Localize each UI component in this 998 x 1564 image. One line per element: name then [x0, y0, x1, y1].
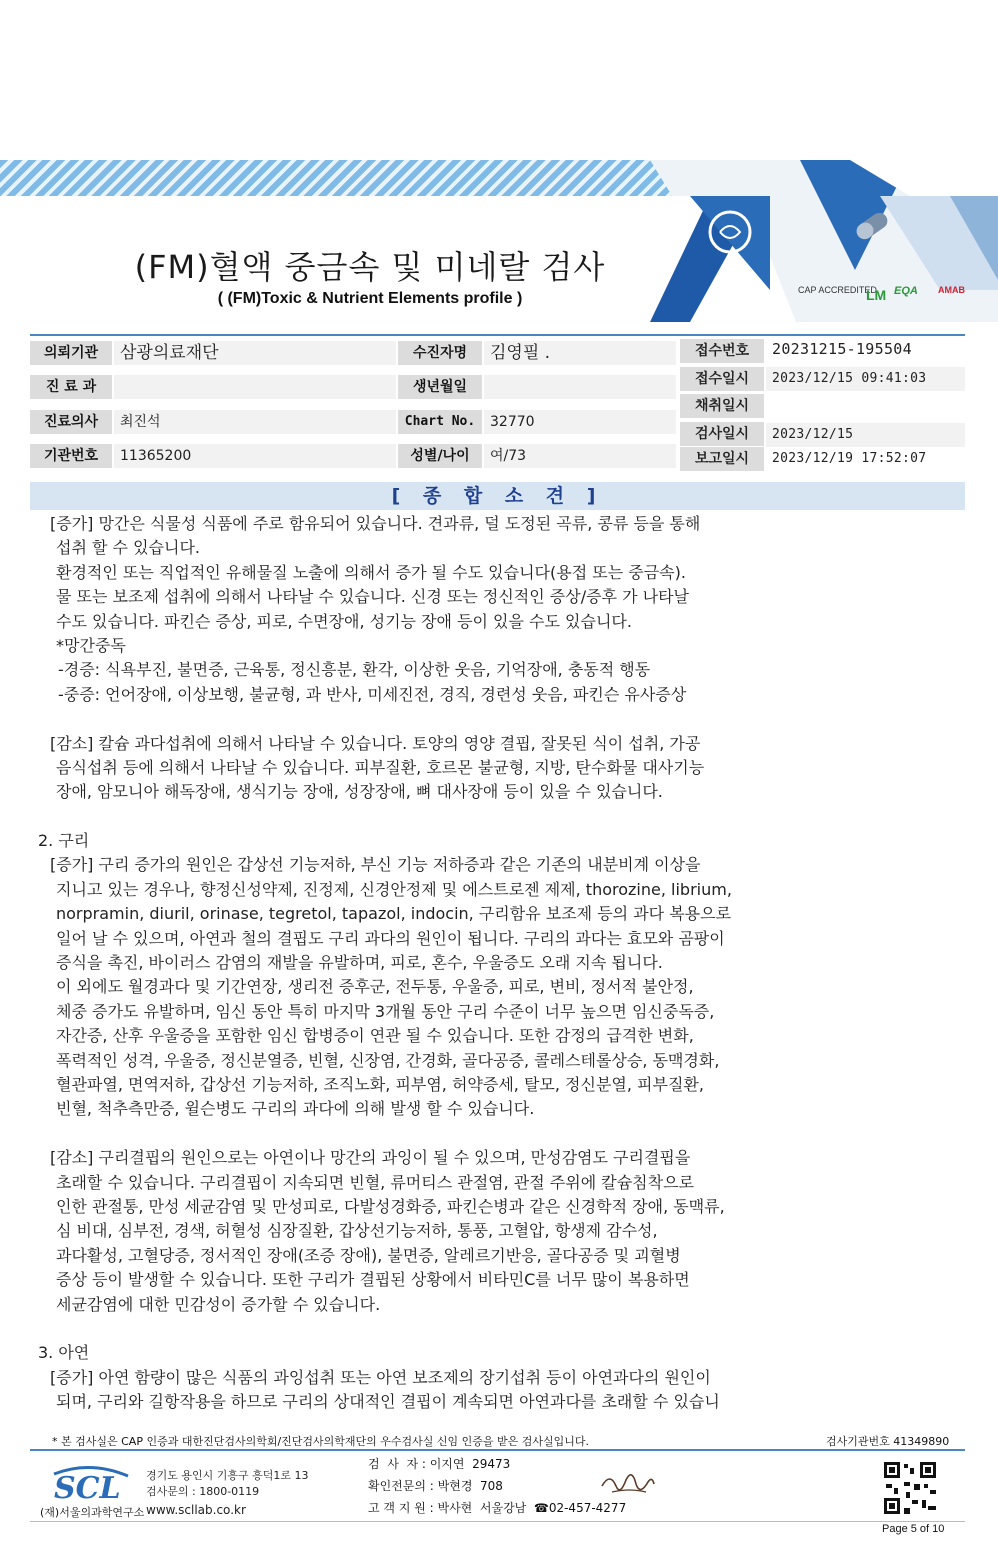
lm-logo: LM	[866, 287, 887, 303]
text-line: 일어 날 수 있으며, 아연과 철의 결핍도 구리 과다의 원인이 됩니다. 구리의 과다는 효모와 곰팡이	[56, 928, 725, 948]
text-line: [감소] 칼슘 과다섭취에 의해서 나타날 수 있습니다. 토양의 영양 결핍, 잘못된 식이 섭취, 가공	[50, 733, 701, 753]
text-line: 수도 있습니다. 파킨슨 증상, 피로, 수면장애, 성기능 장애 등이 있을 수도 있습니다.	[56, 611, 632, 631]
label-test-date: 검사일시	[680, 422, 764, 446]
header-stripe	[0, 160, 700, 196]
text-line	[38, 1317, 963, 1341]
text-line: 증식을 촉진, 바이러스 감염의 재발을 유발하며, 피로, 혼수, 우울증도 오래 지속 됩니다.	[56, 953, 663, 973]
summary-body	[38, 512, 963, 1414]
eqa-logo: EQA	[894, 285, 918, 297]
footer-divider	[30, 1449, 965, 1451]
inquiry-line: 검사문의 : 1800-0119	[146, 1485, 260, 1498]
value-collection-date	[766, 394, 965, 418]
text-line: 빈혈, 척추측만증, 윌슨병도 구리의 과다에 의해 발생 할 수 있습니다.	[56, 1099, 535, 1119]
text-line: 폭력적인 성격, 우울증, 정신분열증, 빈혈, 신장염, 간경화, 골다공증, 콜레스테롤상승, 동맥경화,	[56, 1050, 720, 1070]
qr-code	[882, 1460, 938, 1516]
text-line: 장애, 암모니아 해독장애, 생식기능 장애, 성장장애, 뼈 대사장애 등이 있을 수 있습니다.	[56, 782, 663, 802]
value-chart-no: 32770	[484, 410, 676, 434]
certification-note: * 본 검사실은 CAP 인증과 대한진단검사의학회/진단검사의학재단의 우수검사실 신임 인증을 받은 검사실입니다.	[52, 1435, 590, 1448]
staff-line: 검 사 자 : 이지연 29473	[368, 1457, 511, 1471]
value-receipt-date: 2023/12/15 09:41:03	[766, 367, 965, 391]
text-line: 심 비대, 심부전, 경색, 허혈성 심장질환, 갑상선기능저하, 통풍, 고혈압, 항생제 감수성,	[56, 1221, 658, 1241]
staff-line: 확인전문의 : 박현경 708	[368, 1479, 503, 1493]
text-line: -경증: 식욕부진, 불면증, 근육통, 정신흥분, 환각, 이상한 웃음, 기억장애, 충동적 행동	[58, 660, 651, 680]
text-line: 물 또는 보조제 섭취에 의해서 나타날 수 있습니다. 신경 또는 정신적인 증상/증후 가 나타날	[56, 587, 690, 607]
certification-logos	[798, 283, 968, 313]
text-line: *망간중독	[56, 635, 126, 655]
text-line: -중증: 언어장애, 이상보행, 불균형, 과 반사, 미세진전, 경직, 경련성 웃음, 파킨슨 유사증상	[58, 684, 687, 704]
lab-address	[146, 1468, 309, 1500]
label-receipt-no: 접수번호	[680, 339, 764, 363]
text-line	[38, 1122, 963, 1146]
text-line: 섭취 할 수 있습니다.	[56, 538, 200, 558]
label-department: 진 료 과	[30, 375, 112, 399]
text-line: 자간증, 산후 우울증을 포함한 임신 합병증이 연관 될 수 있습니다. 또한 감정의 급격한 변화,	[56, 1026, 694, 1046]
label-institution: 의뢰기관	[30, 341, 112, 365]
text-line: 증상 등이 발생할 수 있습니다. 또한 구리가 결핍된 상황에서 비타민C를 너무 많이 복용하면	[56, 1270, 690, 1290]
text-line: 체중 증가도 유발하며, 임신 동안 특히 마지막 3개월 동안 구리 수준이 너무 높으면 임신중독증,	[56, 1001, 715, 1021]
scl-logo	[50, 1460, 130, 1510]
label-institution-code: 기관번호	[30, 444, 112, 468]
value-doctor: 최진석	[114, 410, 396, 434]
text-line: 혈관파열, 면역저하, 갑상선 기능저하, 조직노화, 피부염, 허약증세, 탈모, 정신분열, 피부질환,	[56, 1074, 704, 1094]
page-subtitle: ( (FM)Toxic & Nutrient Elements profile )	[217, 290, 523, 307]
text-line: [증가] 구리 증가의 원인은 갑상선 기능저하, 부신 기능 저하증과 같은 기존의 내분비계 이상을	[50, 855, 701, 875]
text-line: 세균감염에 대한 민감성이 증가할 수 있습니다.	[56, 1294, 381, 1314]
website-link[interactable]: www.scllab.co.kr	[146, 1503, 246, 1517]
label-patient-name: 수진자명	[398, 341, 482, 365]
address-line: 경기도 용인시 기흥구 흥덕1로 13	[146, 1469, 309, 1482]
value-patient-name: 김영필 .	[484, 341, 676, 365]
summary-header: [ 종 합 소 견 ]	[30, 482, 965, 510]
value-test-date: 2023/12/15	[766, 423, 965, 447]
text-line: 지니고 있는 경우나, 향정신성약제, 진정제, 신경안정제 및 에스트로젠 제제, thorozine, librium,	[56, 879, 732, 899]
value-birthdate	[484, 375, 676, 399]
label-chart-no: Chart No.	[398, 410, 482, 434]
scl-logo-text: SCL	[54, 1471, 121, 1506]
lab-code: 검사기관번호 41349890	[826, 1435, 950, 1448]
text-line: 2. 구리	[38, 831, 90, 851]
text-line: 3. 아연	[38, 1343, 90, 1363]
page-title: (FM)혈액 중금속 및 미네랄 검사	[134, 248, 606, 286]
label-receipt-date: 접수일시	[680, 367, 764, 391]
text-line: [감소] 구리결핍의 원인으로는 아연이나 망간의 과잉이 될 수 있으며, 만성감염도 구리결핍을	[50, 1148, 691, 1168]
label-report-date: 보고일시	[680, 447, 764, 471]
text-line: norpramin, diuril, orinase, tegretol, tapazol, indocin, 구리함유 보조제 등의 과다 복용으로	[56, 904, 732, 924]
value-report-date: 2023/12/19 17:52:07	[772, 451, 927, 466]
cap-logo: CAP ACCREDITED	[798, 285, 877, 295]
text-line: 인한 관절통, 만성 세균감염 및 만성피로, 다발성경화증, 파킨슨병과 같은 신경학적 장애, 동맥류,	[56, 1196, 725, 1216]
label-collection-date: 채취일시	[680, 394, 764, 418]
value-institution-code: 11365200	[114, 444, 396, 468]
text-line: 이 외에도 월경과다 및 기간연장, 생리전 증후군, 전두통, 우울증, 피로, 변비, 정서적 불안정,	[56, 977, 694, 997]
label-birthdate: 생년월일	[398, 375, 482, 399]
amab-logo: AMAB	[938, 285, 965, 295]
staff-line: 고 객 지 원 : 박사현 서울강남 ☎02-457-4277	[368, 1501, 627, 1515]
text-line: [증가] 아연 함량이 많은 식품의 과잉섭취 또는 아연 보조제의 장기섭취 등이 아연과다의 원인이	[50, 1367, 711, 1387]
page-number: Page 5 of 10	[882, 1523, 945, 1535]
text-line: 되며, 구리와 길항작용을 하므로 구리의 상대적인 결핍이 계속되면 아연과다를 초래할 수 있습니	[56, 1392, 720, 1412]
text-line: [증가] 망간은 식물성 식품에 주로 함유되어 있습니다. 견과류, 덜 도정된 곡류, 콩류 등을 통해	[50, 514, 701, 533]
value-receipt-no: 20231215-195504	[772, 340, 912, 358]
table-top-border	[30, 334, 965, 336]
label-doctor: 진료의사	[30, 410, 112, 434]
text-line	[38, 707, 963, 731]
text-line: 과다활성, 고혈당증, 정서적인 장애(조증 장애), 불면증, 알레르기반응, 골다공증 및 괴혈병	[56, 1245, 681, 1265]
text-line: 음식섭취 등에 의해서 나타날 수 있습니다. 피부질환, 호르몬 불균형, 지방, 탄수화물 대사기능	[56, 757, 705, 777]
value-sex-age: 여/73	[484, 444, 676, 468]
text-line: 환경적인 또는 직업적인 유해물질 노출에 의해서 증가 될 수도 있습니다(용접 또는 중금속).	[56, 562, 686, 582]
value-department	[114, 375, 396, 399]
value-institution: 삼광의료재단	[114, 341, 396, 365]
page-bottom-line	[30, 1521, 965, 1522]
text-line	[38, 805, 963, 829]
signature	[598, 1466, 658, 1500]
label-sex-age: 성별/나이	[398, 444, 482, 468]
org-name: (재)서울의과학연구소	[40, 1506, 145, 1519]
text-line: 초래할 수 있습니다. 구리결핍이 지속되면 빈혈, 류머티스 관절염, 관절 주위에 칼슘침착으로	[56, 1172, 694, 1192]
